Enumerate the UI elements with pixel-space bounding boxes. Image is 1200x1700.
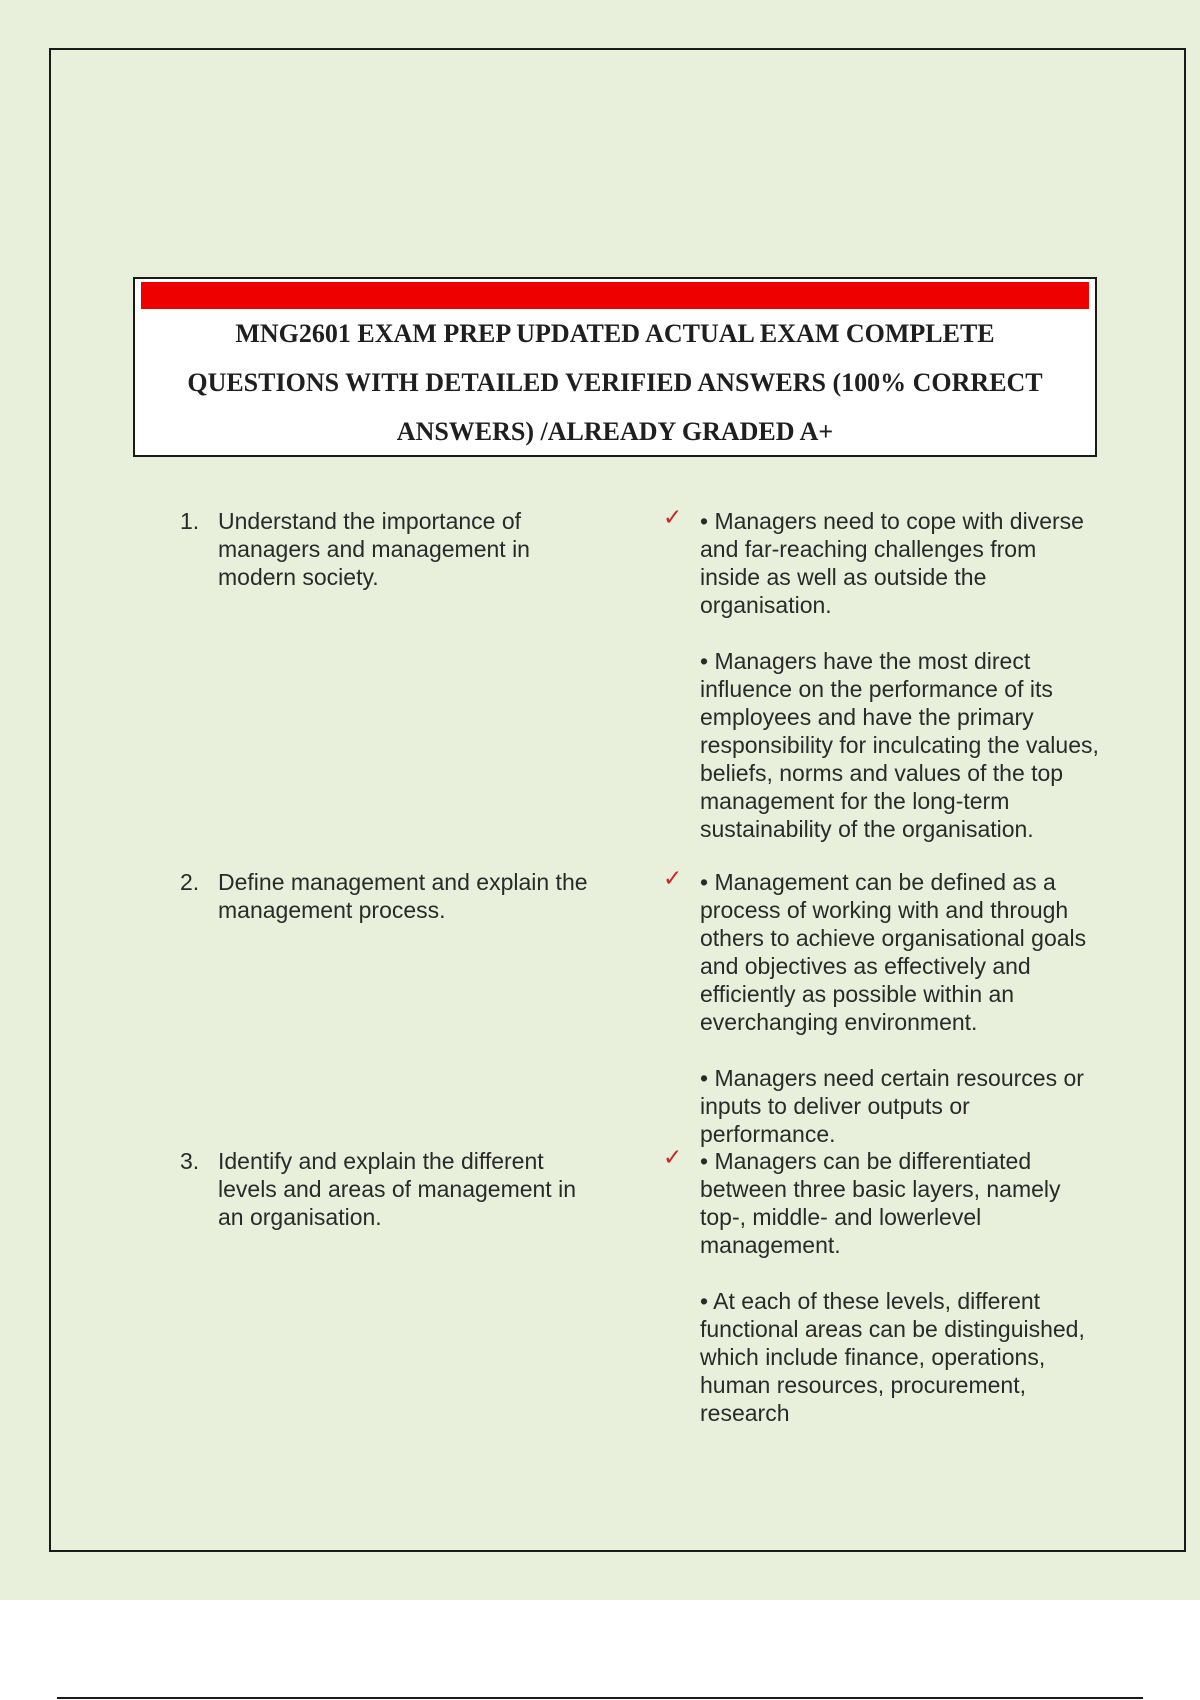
question-text: Understand the importance of managers and management in modern society.	[218, 508, 530, 590]
answer-point: • At each of these levels, different functional areas can be distinguished, which include finance, operations, human resources, procurement, research	[700, 1288, 1085, 1426]
check-icon: ✓	[663, 505, 683, 531]
footer-divider	[57, 1697, 1143, 1699]
answer-2	[700, 868, 1100, 1148]
question-1	[180, 507, 600, 591]
answer-point: • Managers need to cope with diverse and far-reaching challenges from inside as well as outside the organisation.	[700, 508, 1084, 618]
answer-3	[700, 1147, 1100, 1427]
question-text: Define management and explain the management process.	[218, 869, 588, 923]
title-line-2: QUESTIONS WITH DETAILED VERIFIED ANSWERS (100% CORRECT	[187, 368, 1043, 397]
check-icon: ✓	[663, 1145, 683, 1171]
answer-point: • Management can be defined as a process of working with and through others to achieve organisational goals and objectives as effectively and efficiently as possible within an everchanging environment.	[700, 869, 1087, 1035]
question-number: 2.	[180, 869, 200, 895]
title-box	[133, 277, 1097, 457]
answer-point: • Managers can be differentiated between three basic layers, namely top-, middle- and lowerlevel management.	[700, 1148, 1061, 1258]
question-text: Identify and explain the different levels and areas of management in an organisation.	[218, 1148, 576, 1230]
title-line-3: ANSWERS) /ALREADY GRADED A+	[396, 417, 834, 446]
answer-point: • Managers have the most direct influence on the performance of its employees and have the primary responsibility for inculcating the values, beliefs, norms and values of the top management for the long-term sustainability of the organisation.	[700, 648, 1099, 842]
title-line-1: MNG2601 EXAM PREP UPDATED ACTUAL EXAM COMPLETE	[235, 319, 995, 348]
check-icon: ✓	[663, 866, 683, 892]
question-number: 1.	[180, 508, 200, 534]
question-2	[180, 868, 600, 924]
answer-point: • Managers need certain resources or inputs to deliver outputs or performance.	[700, 1065, 1084, 1147]
answer-1	[700, 507, 1100, 843]
document-title	[135, 309, 1095, 456]
question-number: 3.	[180, 1148, 200, 1174]
question-3	[180, 1147, 600, 1231]
title-red-bar	[141, 282, 1089, 309]
